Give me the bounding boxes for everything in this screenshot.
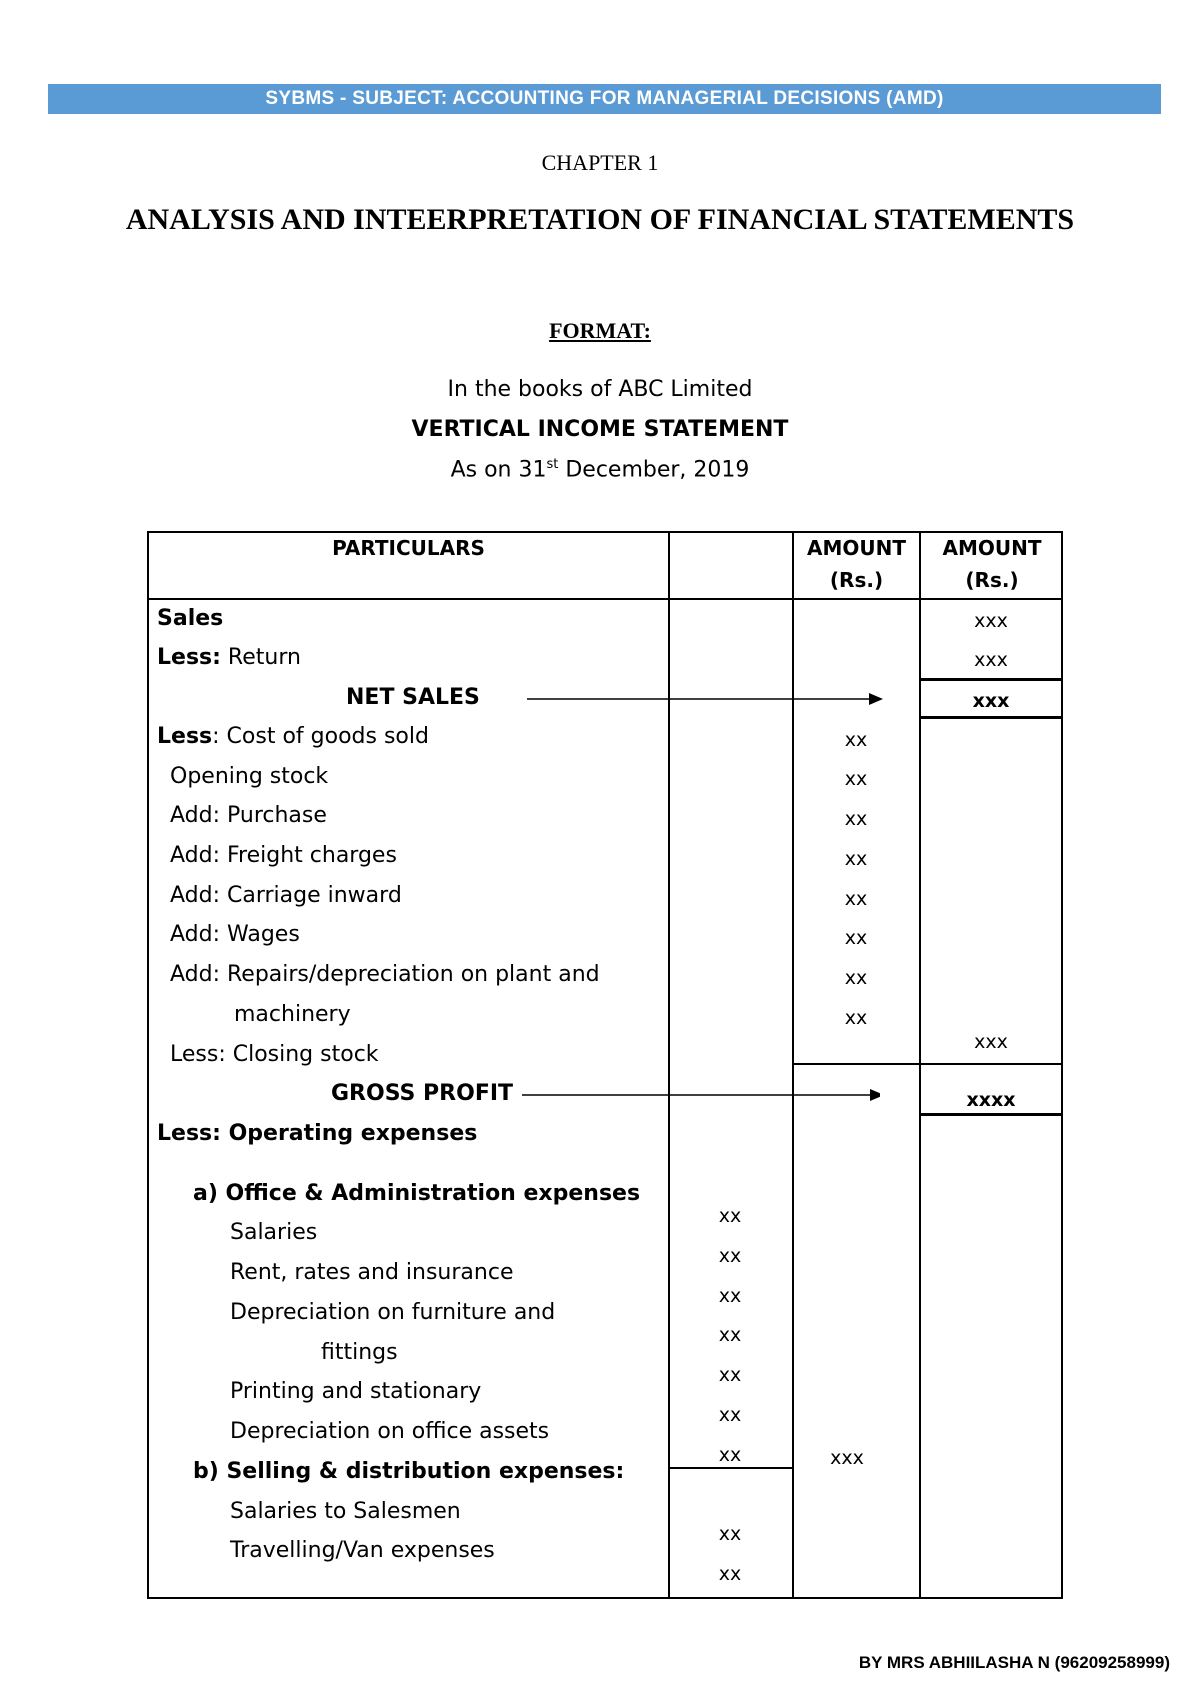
books-line: In the books of ABC Limited	[447, 377, 753, 402]
subject-banner: SYBMS - SUBJECT: ACCOUNTING FOR MANAGERIAL DECISIONS (AMD)	[48, 84, 1161, 114]
page-title: ANALYSIS AND INTEERPRETATION OF FINANCIAL STATEMENTS	[125, 203, 1075, 236]
value-office-3: xx	[718, 1285, 742, 1307]
value-office-7: xx	[718, 1444, 742, 1466]
value-office-5: xx	[718, 1364, 742, 1386]
value-gross-profit: xxxx	[966, 1089, 1016, 1111]
less-label: Less:	[157, 645, 221, 670]
value-net-sales: xxx	[972, 690, 1010, 712]
statement-date	[0, 457, 1200, 482]
header-amount-1: AMOUNT	[806, 536, 906, 560]
return-text: Return	[220, 645, 301, 670]
value-cogs-total: xxx	[974, 1031, 1008, 1053]
row-dep-office: Depreciation on office assets	[230, 1419, 550, 1444]
row-net-sales: NET SALES	[346, 685, 480, 710]
date-suffix: December, 2019	[558, 457, 750, 483]
value-office-4: xx	[718, 1324, 742, 1346]
value-office-1: xx	[718, 1205, 742, 1227]
row-printing: Printing and stationary	[230, 1379, 482, 1404]
cogs-text: : Cost of goods sold	[212, 724, 429, 749]
row-office-admin: a) Office & Administration expenses	[193, 1181, 641, 1206]
value-repairs-2: xx	[844, 1007, 868, 1029]
row-operating-expenses: Less: Operating expenses	[157, 1121, 478, 1146]
row-gross-profit: GROSS PROFIT	[331, 1081, 514, 1106]
cogs-less-label: Less	[157, 724, 213, 749]
row-repairs-cont: machinery	[234, 1002, 351, 1027]
row-dep-furniture-cont: fittings	[321, 1340, 398, 1365]
format-label: FORMAT:	[549, 318, 651, 343]
gross-profit-bottom-rule	[919, 1113, 1063, 1116]
net-sales-bottom-rule	[919, 716, 1063, 719]
net-sales-arrow	[525, 689, 885, 709]
value-selling-2: xx	[718, 1563, 742, 1585]
value-carriage: xx	[844, 888, 868, 910]
value-wages: xx	[844, 927, 868, 949]
net-sales-top-rule	[919, 678, 1063, 681]
date-superscript: st	[546, 457, 559, 472]
row-wages: Add: Wages	[170, 922, 300, 947]
row-freight: Add: Freight charges	[170, 843, 397, 868]
row-repairs: Add: Repairs/depreciation on plant and	[170, 962, 600, 987]
row-travelling: Travelling/Van expenses	[230, 1538, 495, 1563]
value-purchase: xx	[844, 808, 868, 830]
header-amount-2: AMOUNT	[942, 536, 1042, 560]
chapter-label: CHAPTER 1	[541, 150, 659, 175]
value-return: xxx	[974, 649, 1008, 671]
col-divider-3	[919, 531, 921, 1599]
row-selling: b) Selling & distribution expenses:	[193, 1459, 625, 1484]
header-amount-2-unit: (Rs.)	[965, 568, 1019, 592]
row-salaries-salesmen: Salaries to Salesmen	[230, 1499, 461, 1524]
value-repairs: xx	[844, 967, 868, 989]
cogs-subtotal-rule	[792, 1063, 1063, 1065]
header-divider	[147, 598, 1063, 600]
row-sales: Sales	[157, 606, 224, 631]
row-rent: Rent, rates and insurance	[230, 1260, 514, 1285]
value-cogs: xx	[844, 729, 868, 751]
row-salaries: Salaries	[230, 1220, 318, 1245]
row-carriage: Add: Carriage inward	[170, 883, 402, 908]
header-amount-1-unit: (Rs.)	[829, 568, 884, 592]
value-selling-1: xx	[718, 1523, 742, 1545]
row-cogs	[157, 724, 429, 750]
row-dep-furniture: Depreciation on furniture and	[230, 1300, 556, 1325]
value-opening-stock: xx	[844, 768, 868, 790]
author-footer: BY MRS ABHIILASHA N (96209258999)	[858, 1653, 1170, 1672]
value-office-6: xx	[718, 1404, 742, 1426]
value-office-total: xxx	[830, 1447, 864, 1469]
gross-profit-arrow	[520, 1085, 880, 1105]
row-opening-stock: Opening stock	[170, 764, 329, 789]
header-particulars: PARTICULARS	[332, 536, 485, 560]
row-less-return	[157, 645, 301, 671]
value-office-2: xx	[718, 1245, 742, 1267]
value-sales: xxx	[974, 610, 1008, 632]
row-closing-stock: Less: Closing stock	[170, 1042, 379, 1067]
date-prefix: As on 31	[450, 457, 547, 483]
value-freight: xx	[844, 848, 868, 870]
statement-title: VERTICAL INCOME STATEMENT	[411, 417, 789, 442]
row-purchase: Add: Purchase	[170, 803, 327, 828]
